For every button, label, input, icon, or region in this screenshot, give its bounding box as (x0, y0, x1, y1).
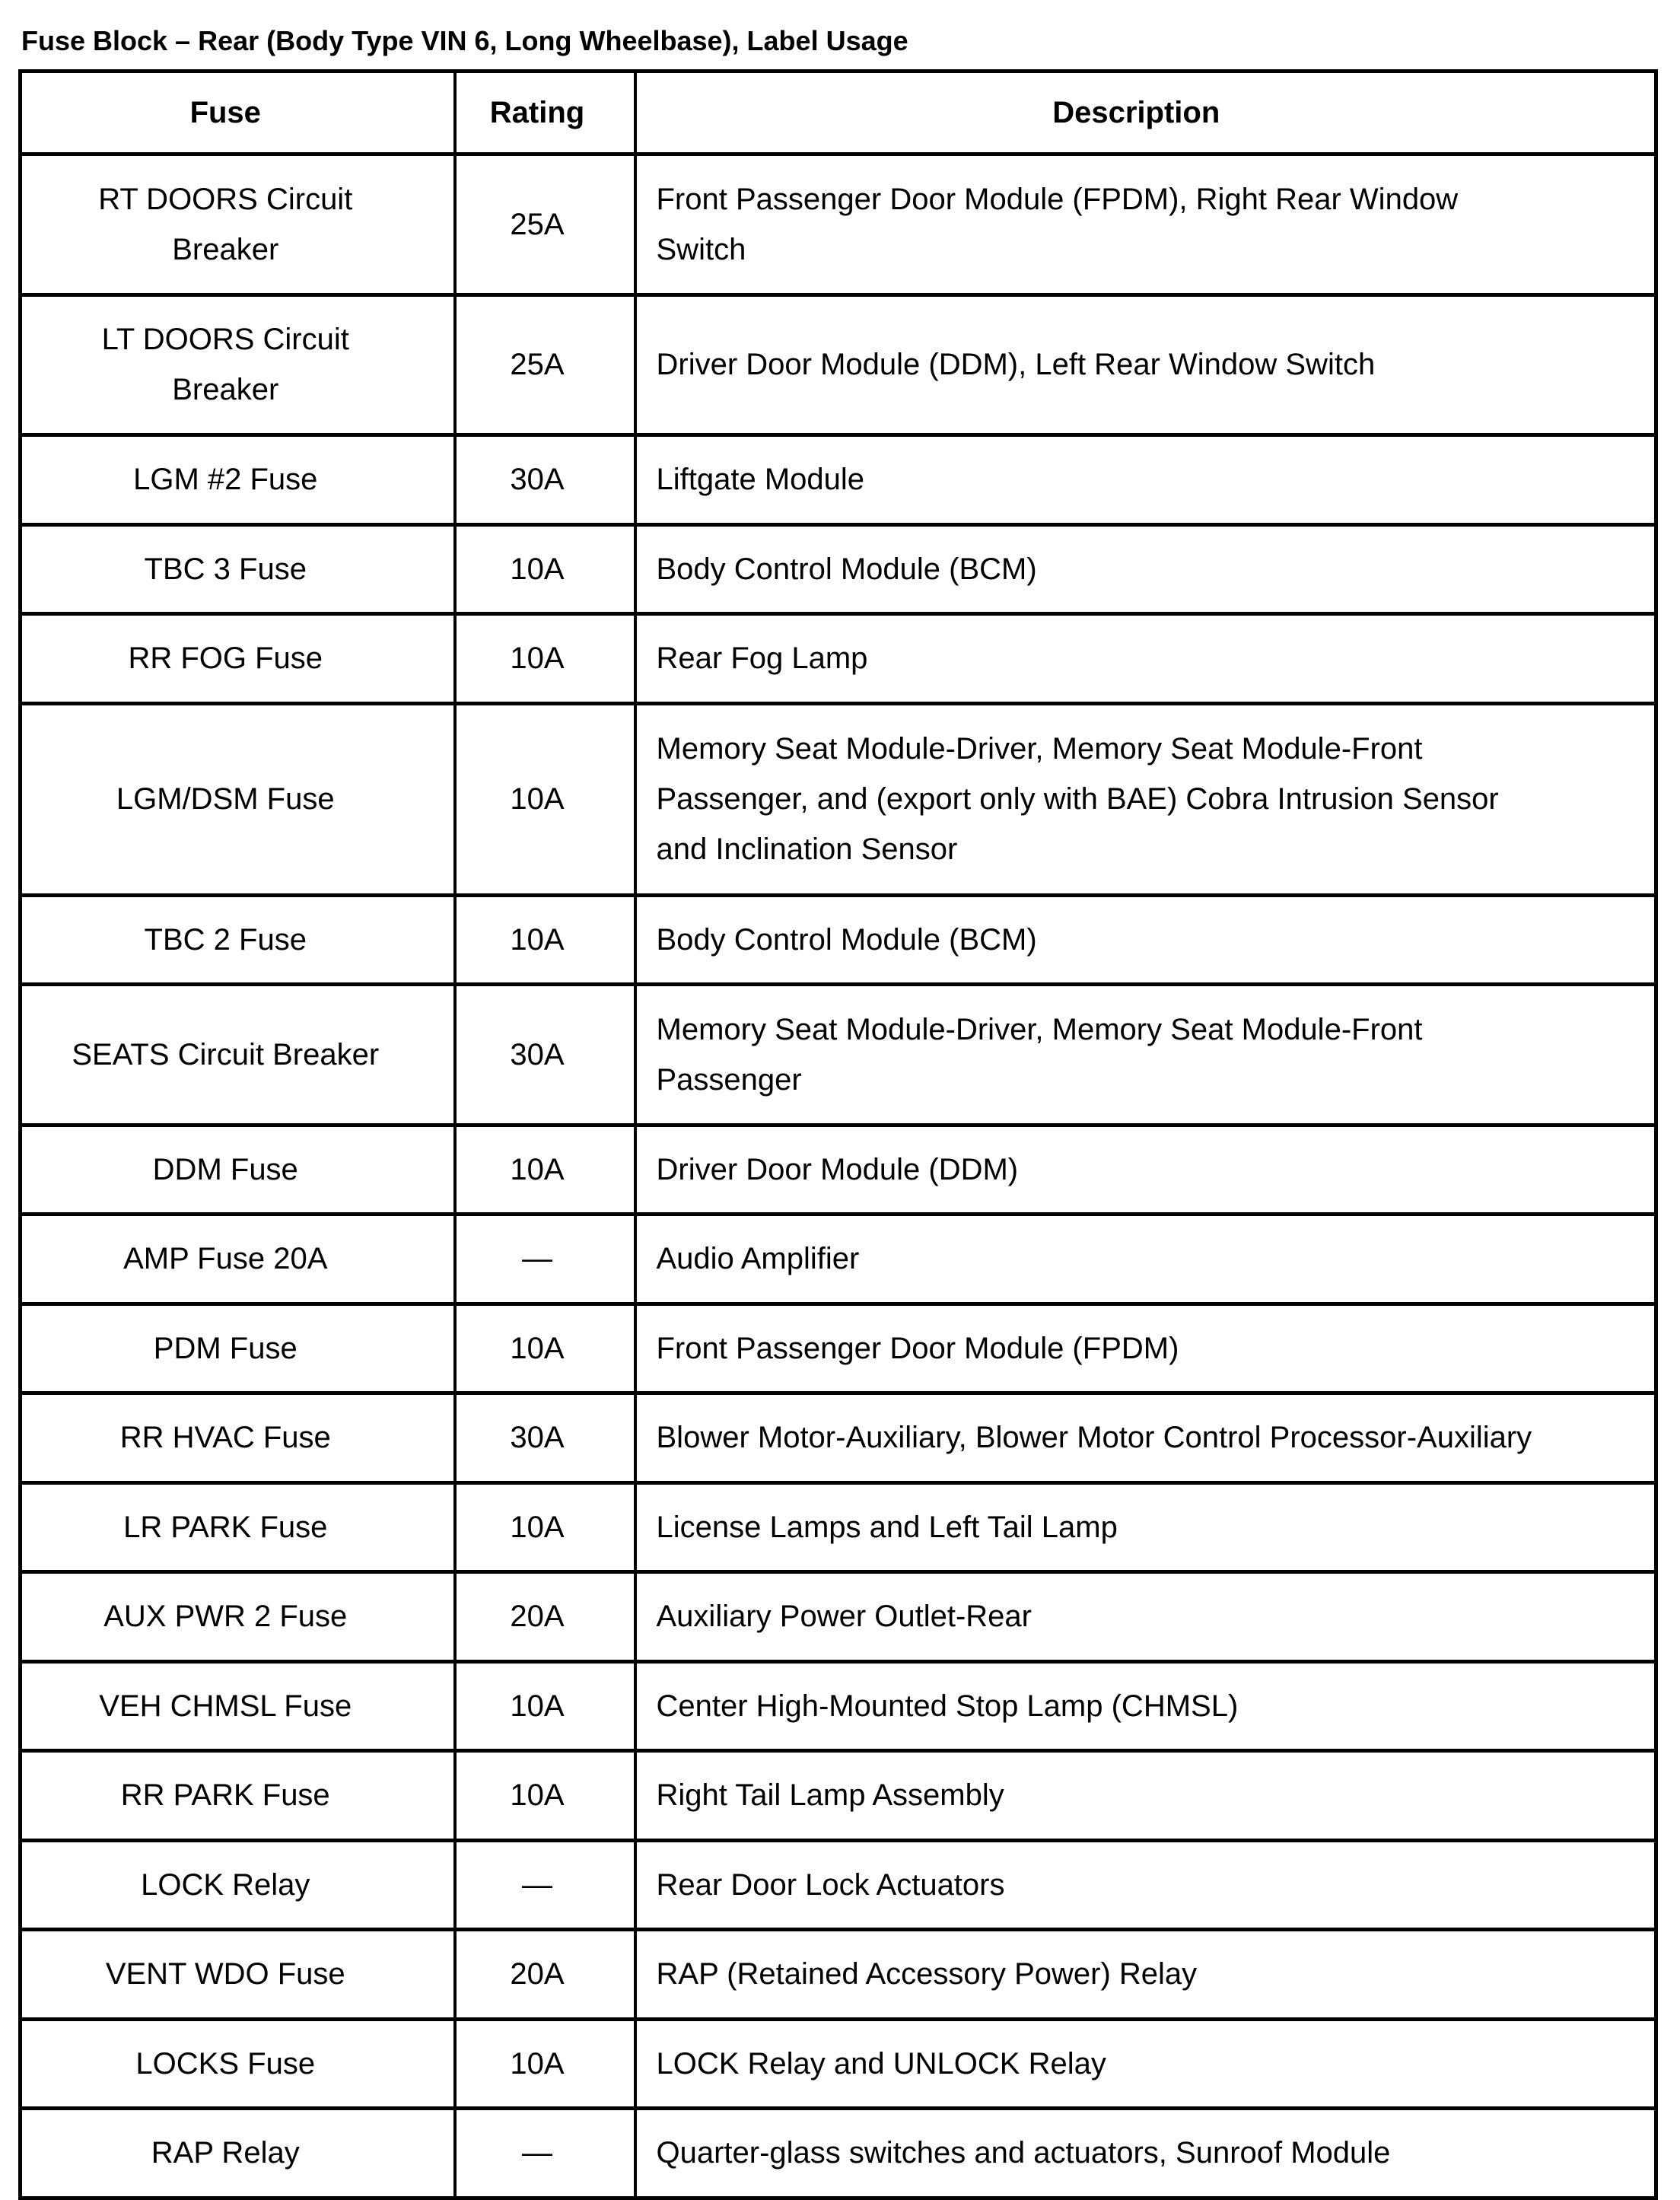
table-row (21, 895, 1656, 985)
rating-value: 25A (510, 207, 565, 241)
rating-cell (455, 295, 635, 435)
column-header-description: Description (635, 72, 1656, 154)
description-cell (635, 1930, 1656, 2020)
table-row (21, 2109, 1656, 2198)
rating-cell (455, 1930, 635, 2020)
description-line: Driver Door Module (DDM), Left Rear Window Switch (656, 348, 1376, 382)
fuse-label-line: Breaker (172, 373, 279, 407)
rating-value: 10A (510, 922, 565, 957)
description-line: Liftgate Module (656, 463, 865, 497)
description-cell (635, 1393, 1656, 1483)
fuse-label-line: LGM/DSM Fuse (116, 782, 335, 816)
table-row (21, 985, 1656, 1125)
fuse-cell (21, 985, 455, 1125)
description-line: Auxiliary Power Outlet-Rear (656, 1600, 1032, 1634)
table-row (21, 1661, 1656, 1751)
rating-cell (455, 1215, 635, 1304)
description-line: Switch (656, 232, 746, 266)
rating-value: 10A (510, 782, 565, 816)
table-row (21, 1930, 1656, 2020)
rating-value: 10A (510, 1152, 565, 1186)
description-cell (635, 985, 1656, 1125)
description-cell (635, 154, 1656, 295)
rating-value: 30A (510, 463, 565, 497)
fuse-label-line: DDM Fuse (152, 1152, 298, 1186)
description-cell (635, 524, 1656, 614)
description-cell (635, 1304, 1656, 1393)
rating-cell (455, 614, 635, 704)
rating-value: 20A (510, 1957, 565, 1991)
fuse-label-line: RR FOG Fuse (128, 642, 323, 676)
rating-value: 30A (510, 1421, 565, 1455)
description-line: and Inclination Sensor (656, 833, 958, 866)
rating-value: — (522, 1242, 552, 1276)
table-row (21, 1215, 1656, 1304)
description-cell (635, 895, 1656, 985)
fuse-label-line: PDM Fuse (153, 1331, 298, 1365)
rating-cell (455, 435, 635, 525)
rating-value: — (522, 1867, 552, 1902)
rating-value: 25A (510, 348, 565, 382)
fuse-cell (21, 2109, 455, 2198)
table-row (21, 295, 1656, 435)
fuse-label-line: TBC 3 Fuse (144, 552, 307, 586)
description-cell (635, 295, 1656, 435)
fuse-cell (21, 1125, 455, 1215)
description-line: Rear Door Lock Actuators (656, 1867, 1005, 1902)
rating-cell (455, 703, 635, 895)
table-row (21, 2019, 1656, 2109)
column-header-fuse: Fuse (21, 72, 455, 154)
column-header-rating: Rating (455, 72, 635, 154)
rating-cell (455, 985, 635, 1125)
rating-value: 10A (510, 552, 565, 586)
description-cell (635, 2109, 1656, 2198)
rating-cell (455, 1304, 635, 1393)
description-line: Passenger (656, 1062, 802, 1097)
fuse-cell (21, 1304, 455, 1393)
rating-value: 20A (510, 1600, 565, 1634)
rating-cell (455, 524, 635, 614)
fuse-label-line: Breaker (172, 232, 279, 266)
rating-value: 10A (510, 1689, 565, 1723)
rating-value: 10A (510, 1510, 565, 1544)
description-line: Rear Fog Lamp (656, 642, 868, 676)
table-row (21, 1125, 1656, 1215)
description-cell (635, 2019, 1656, 2109)
table-row (21, 1840, 1656, 1930)
table-row (21, 524, 1656, 614)
fuse-cell (21, 1572, 455, 1662)
table-row (21, 1393, 1656, 1483)
description-line: Quarter-glass switches and actuators, Sunroof Module (656, 2136, 1391, 2170)
table-row (21, 1304, 1656, 1393)
fuse-label-line: RT DOORS Circuit (98, 182, 353, 216)
table-row (21, 614, 1656, 704)
fuse-label-line: RR PARK Fuse (120, 1778, 330, 1813)
fuse-cell (21, 154, 455, 295)
fuse-cell (21, 614, 455, 704)
table-row (21, 1482, 1656, 1572)
fuse-cell (21, 703, 455, 895)
fuse-cell (21, 1840, 455, 1930)
description-line: Memory Seat Module-Driver, Memory Seat Module-Front (656, 1012, 1423, 1046)
description-cell (635, 1840, 1656, 1930)
description-cell (635, 1751, 1656, 1841)
fuse-cell (21, 1930, 455, 2020)
table-row (21, 1572, 1656, 1662)
fuse-label-line: AUX PWR 2 Fuse (103, 1600, 348, 1634)
rating-cell (455, 1482, 635, 1572)
table-row (21, 435, 1656, 525)
fuse-cell (21, 1751, 455, 1841)
description-cell (635, 703, 1656, 895)
rating-cell (455, 1393, 635, 1483)
rating-cell (455, 895, 635, 985)
fuse-label-line: VENT WDO Fuse (105, 1957, 345, 1991)
description-line: Front Passenger Door Module (FPDM), Right Rear Window (656, 182, 1459, 216)
rating-cell (455, 1840, 635, 1930)
fuse-label-line: RR HVAC Fuse (119, 1421, 331, 1455)
rating-value: 10A (510, 2046, 565, 2081)
description-line: Memory Seat Module-Driver, Memory Seat Module-Front (656, 732, 1423, 766)
rating-value: 10A (510, 1331, 565, 1365)
description-line: Right Tail Lamp Assembly (656, 1778, 1004, 1813)
description-line: Passenger, and (export only with BAE) Cobra Intrusion Sensor (656, 782, 1499, 816)
fuse-label-line: AMP Fuse 20A (123, 1242, 328, 1276)
description-line: Audio Amplifier (656, 1242, 860, 1276)
fuse-cell (21, 2019, 455, 2109)
document-title: Fuse Block – Rear (Body Type VIN 6, Long Wheelbase), Label Usage (21, 25, 908, 56)
fuse-label-line: LOCK Relay (141, 1867, 310, 1902)
fuse-label-line: LGM #2 Fuse (133, 463, 318, 497)
rating-value: 10A (510, 642, 565, 676)
fuse-cell (21, 1661, 455, 1751)
description-cell (635, 1661, 1656, 1751)
description-cell (635, 1215, 1656, 1304)
fuse-label-line: LR PARK Fuse (123, 1510, 328, 1544)
description-cell (635, 1572, 1656, 1662)
description-cell (635, 1125, 1656, 1215)
table-row (21, 703, 1656, 895)
fuse-cell (21, 524, 455, 614)
rating-cell (455, 1661, 635, 1751)
fuse-cell (21, 1393, 455, 1483)
fuse-cell (21, 295, 455, 435)
description-cell (635, 1482, 1656, 1572)
description-line: License Lamps and Left Tail Lamp (656, 1510, 1118, 1544)
rating-cell (455, 154, 635, 295)
description-line: LOCK Relay and UNLOCK Relay (656, 2046, 1106, 2081)
fuse-label-line: SEATS Circuit Breaker (72, 1037, 380, 1071)
rating-value: — (522, 2136, 552, 2170)
rating-cell (455, 1572, 635, 1662)
fuse-block-table (18, 69, 1658, 2200)
description-line: RAP (Retained Accessory Power) Relay (656, 1957, 1198, 1991)
table-row (21, 1751, 1656, 1841)
rating-cell (455, 2019, 635, 2109)
fuse-label-line: RAP Relay (151, 2136, 300, 2170)
fuse-label-line: TBC 2 Fuse (144, 922, 307, 957)
description-cell (635, 614, 1656, 704)
description-line: Center High-Mounted Stop Lamp (CHMSL) (656, 1689, 1239, 1723)
description-line: Front Passenger Door Module (FPDM) (656, 1331, 1179, 1365)
table-row (21, 154, 1656, 295)
fuse-cell (21, 1215, 455, 1304)
fuse-label-line: VEH CHMSL Fuse (99, 1689, 352, 1723)
rating-value: 10A (510, 1778, 565, 1813)
fuse-label-line: LT DOORS Circuit (101, 323, 349, 357)
description-line: Driver Door Module (DDM) (656, 1152, 1019, 1186)
table-header-row (21, 72, 1656, 154)
fuse-cell (21, 435, 455, 525)
description-line: Blower Motor-Auxiliary, Blower Motor Control Processor-Auxiliary (656, 1421, 1532, 1455)
description-line: Body Control Module (BCM) (656, 552, 1037, 586)
description-line: Body Control Module (BCM) (656, 922, 1037, 957)
rating-cell (455, 1751, 635, 1841)
fuse-label-line: LOCKS Fuse (135, 2046, 316, 2081)
rating-value: 30A (510, 1037, 565, 1071)
rating-cell (455, 2109, 635, 2198)
fuse-cell (21, 1482, 455, 1572)
fuse-cell (21, 895, 455, 985)
description-cell (635, 435, 1656, 525)
rating-cell (455, 1125, 635, 1215)
